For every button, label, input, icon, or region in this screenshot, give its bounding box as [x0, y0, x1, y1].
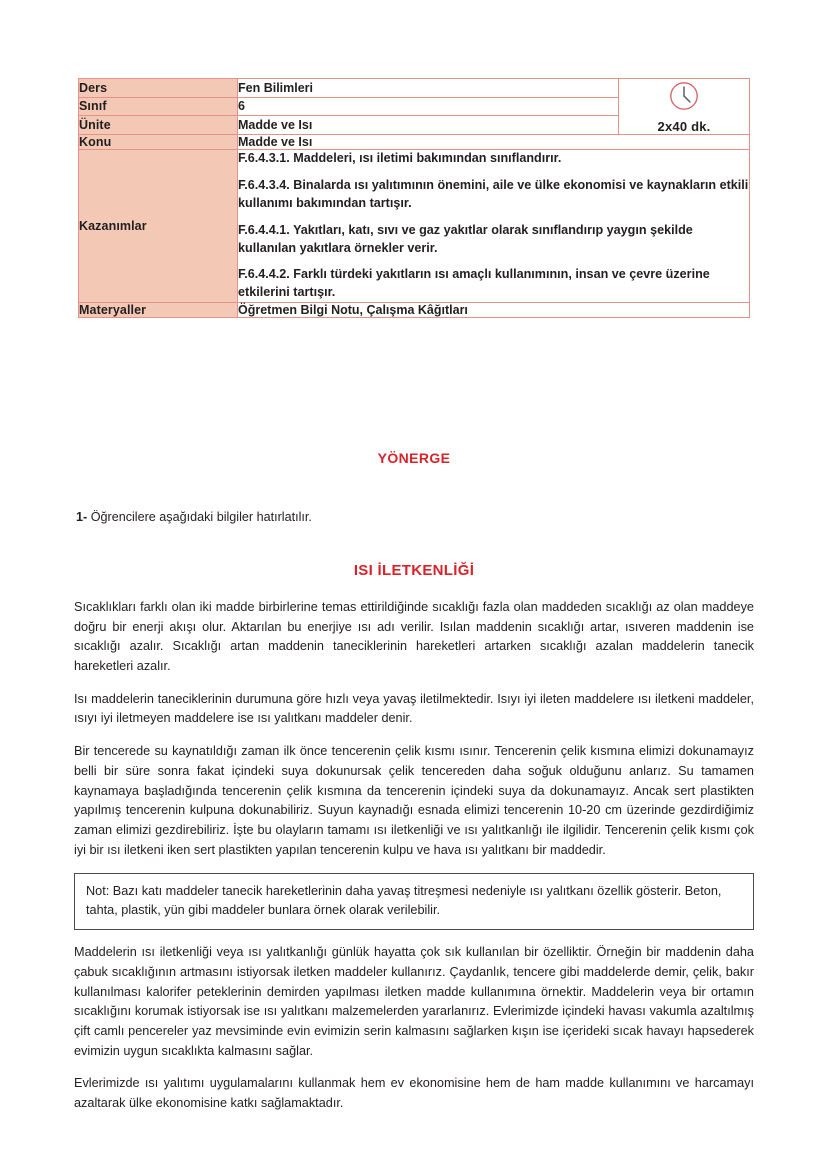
duration-text: 2x40 dk.	[657, 119, 711, 134]
row-label-materyaller: Materyaller	[79, 303, 238, 318]
row-value-ders: Fen Bilimleri	[238, 79, 619, 98]
paragraph: Isı maddelerin taneciklerinin durumuna göre hızlı veya yavaş iletilmektedir. Isıyı iyi ileten maddelere ısı iletkeni maddeler, ısıyı iyi iletmeyen maddelere ise ısı yalıtkanı maddeler denir.	[74, 691, 754, 726]
yonerge-step-1	[76, 508, 752, 526]
paragraph: Maddelerin ısı iletkenliği veya ısı yalıtkanlığı günlük hayatta çok sık kullanılan bir özelliktir. Örneğin bir maddenin daha çabuk sıcaklığının artmasını istiyorsak iletken maddeler kullanırız. Çaydanlık, tencere gibi maddelerde demir, çelik, bakır kullanılması kalorifer peteklerinin demirden yapılması iletken madde kullanımına örnektir. Maddelerin veya bir ortamın sıcaklığını korumak istiyorsak ise ısı yalıtkanı malzemelerden yararlanırız. Evlerimizde içindeki havası vakumla azaltılmış çift camlı pencereler yaz mevsiminde evin evimizin serin kalmasını sağlarken kışın ise içerideki sıcak havayı hapsederek evimizin uygun sıcaklıkta kalmasını sağlar.	[74, 945, 754, 1058]
step-text: Öğrencilere aşağıdaki bilgiler hatırlatılır.	[87, 510, 312, 524]
duration-cell	[619, 79, 750, 135]
lesson-plan-table	[78, 78, 750, 318]
table-row-ders	[79, 79, 750, 98]
row-label-unite: Ünite	[79, 116, 238, 135]
note-text: Not: Bazı katı maddeler tanecik hareketlerinin daha yavaş titreşmesi nedeniyle ısı yalıtkanı özellik gösterir. Beton, tahta, plastik, yün gibi maddeler bunlara örnek olarak verilebilir.	[86, 884, 722, 918]
kazanim-item: F.6.4.4.1. Yakıtları, katı, sıvı ve gaz yakıtlar olarak sınıflandırıp yaygın şekilde kullanılan yakıtlara örnekler verir.	[238, 222, 693, 255]
table-row-materyaller	[79, 303, 750, 318]
paragraph: Bir tencerede su kaynatıldığı zaman ilk önce tencerenin çelik kısmı ısınır. Tencerenin çelik kısmına elimizi dokunamayız belli bir süre sonra fakat içindeki suya dokunursak çelik tencereden daha soğuk olduğunu anlarız. Su tamamen kaynamaya başladığında tencerenin çelik kısmına da tencerenin içindeki suya da dokunamayız. Ancak sert plastikten yapılmış tencerenin kulpuna dokunabiliriz. Suyun kaynadığı esnada elimizi tencerenin 10-20 cm üzerinde gezdirdiğimiz zaman elimizi gezdirebiliriz. İşte bu olayların tamamı ısı iletkenliği ve ısı yalıtkanlığı ile ilgilidir. Tencerenin çelik kısmı çok iyi bir ısı iletkeni iken sert plastikten yapılan tencerenin kulpu ve hava ısı yalıtkanı bir maddedir.	[74, 744, 754, 857]
clock-icon	[667, 79, 701, 113]
row-value-konu: Madde ve Isı	[238, 135, 750, 150]
row-value-materyaller: Öğretmen Bilgi Notu, Çalışma Kâğıtları	[238, 303, 750, 318]
table-row-kazanimlar	[79, 150, 750, 303]
paragraph: Sıcaklıkları farklı olan iki madde birbirlerine temas ettirildiğinde sıcaklığı fazla olan maddeden sıcaklığı az olan maddeye doğru bir enerji akışı olur. Aktarılan bu enerjiye ısı adı verilir. Isılan maddenin sıcaklığı artar, ısıveren maddenin ise sıcaklığı azalır. Sıcaklığı artan maddenin taneciklerinin hareketleri artarken sıcaklığı azalan maddelerin tanecik hareketleri azalır.	[74, 600, 754, 674]
step-number: 1-	[76, 510, 88, 524]
note-box	[74, 873, 754, 930]
row-value-sinif: 6	[238, 97, 619, 116]
kazanim-list	[238, 150, 750, 303]
row-label-ders: Ders	[79, 79, 238, 98]
topic-body	[74, 598, 754, 1114]
topic-heading: ISI İLETKENLİĞİ	[353, 562, 475, 579]
row-label-sinif: Sınıf	[79, 97, 238, 116]
lesson-plan-table-wrapper	[78, 78, 750, 318]
kazanim-item: F.6.4.3.4. Binalarda ısı yalıtımının önemini, aile ve ülke ekonomisi ve kaynakların etkili kullanımı bakımından tartışır.	[238, 177, 749, 210]
kazanim-item: F.6.4.3.1. Maddeleri, ısı iletimi bakımından sınıflandırır.	[238, 151, 562, 165]
paragraph: Evlerimizde ısı yalıtımı uygulamalarını kullanmak hem ev ekonomisine hem de ham madde kullanımını ve harcamayı azaltarak ülke ekonomisine katkı sağlamaktadır.	[74, 1076, 754, 1111]
row-label-kazanimlar: Kazanımlar	[79, 150, 238, 303]
row-label-konu: Konu	[79, 135, 238, 150]
yonerge-heading: YÖNERGE	[377, 450, 451, 466]
row-value-unite: Madde ve Isı	[238, 116, 619, 135]
kazanim-item: F.6.4.4.2. Farklı türdeki yakıtların ısı amaçlı kullanımının, insan ve çevre üzerine etkilerini tartışır.	[238, 267, 710, 300]
table-row-konu	[79, 135, 750, 150]
